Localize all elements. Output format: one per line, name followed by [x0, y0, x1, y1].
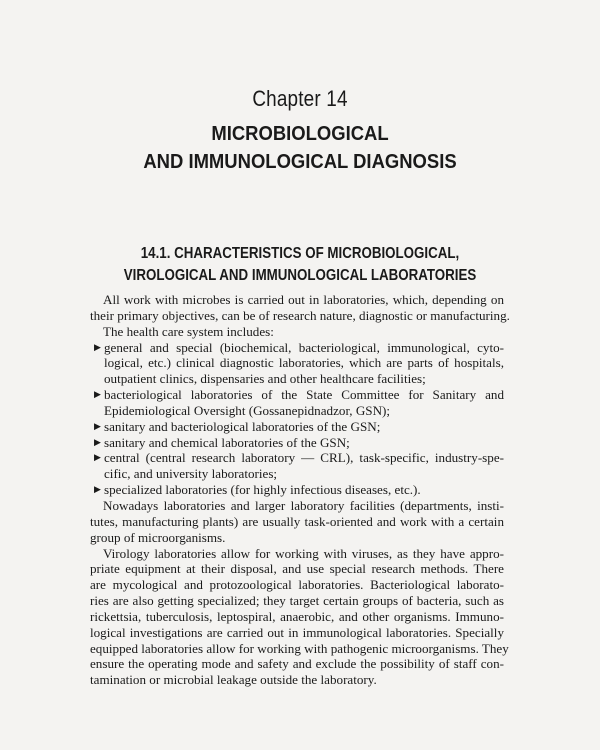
triangle-bullet-icon: ▶: [94, 389, 101, 400]
paragraph: [90, 292, 510, 324]
text-line: The health care system includes:: [103, 323, 274, 339]
triangle-bullet-icon: ▶: [94, 452, 101, 463]
text-line: sanitary and chemical laboratories of the GSN;: [104, 434, 350, 450]
text-line: group of microorganisms.: [90, 529, 226, 545]
text-line: Virology laboratories allow for working with viruses, as they have appro-: [103, 545, 504, 561]
triangle-bullet-icon: ▶: [94, 484, 101, 495]
text-line: equipped laboratories allow for working with pathogenic microorganisms. They: [90, 640, 509, 656]
text-line: specialized laboratories (for highly infectious diseases, etc.).: [104, 482, 421, 498]
paragraph: [90, 324, 504, 340]
triangle-bullet-icon: ▶: [94, 436, 101, 447]
text-line: tutes, manufacturing plants) are usually task-oriented and work with a certain: [90, 513, 504, 529]
chapter-title-line: MICROBIOLOGICAL: [211, 122, 389, 145]
paragraph: [90, 498, 504, 546]
text-line: outpatient clinics, dispensaries and other healthcare facilities;: [104, 371, 426, 387]
text-line: rickettsia, tuberculosis, leptospiral, anaerobic, and other organisms. Immuno-: [90, 608, 504, 624]
list-item: [90, 482, 504, 498]
paragraph: [90, 545, 509, 689]
body-text: [90, 292, 510, 688]
list-item: [90, 435, 504, 451]
chapter-label: Chapter 14: [252, 86, 348, 111]
text-line: logical, etc.) clinical diagnostic laboratories, which are parts of hospitals,: [104, 355, 504, 371]
text-line: All work with microbes is carried out in laboratories, which, depending on: [103, 292, 504, 307]
chapter-title: [30, 120, 570, 176]
text-line: priate equipment at their disposal, and use special research methods. There: [90, 561, 504, 577]
text-line: tamination or microbial leakage outside the laboratory.: [90, 672, 377, 688]
text-line: are mycological and protozoological laboratories. Bacteriological laborato-: [90, 577, 504, 593]
text-line: Epidemiological Oversight (Gossanepidnadzor, GSN);: [104, 402, 391, 418]
section-heading: [42, 243, 558, 287]
text-line: ensure the operating mode and safety and exclude the possibility of staff con-: [90, 656, 504, 672]
list-item: [90, 387, 504, 419]
list-item: [90, 450, 504, 482]
section-heading-line: 14.1. CHARACTERISTICS OF MICROBIOLOGICAL,: [140, 245, 460, 262]
text-line: sanitary and bacteriological laboratories of the GSN;: [104, 418, 381, 434]
text-line: Nowadays laboratories and larger laboratory facilities (departments, insti-: [103, 497, 504, 513]
triangle-bullet-icon: ▶: [94, 341, 101, 352]
text-line: logical investigations are carried out in immunological laboratories. Specially: [90, 624, 504, 640]
text-line: general and special (biochemical, bacteriological, immunological, cyto-: [104, 339, 504, 355]
list-item: [90, 419, 504, 435]
section-heading-line: VIROLOGICAL AND IMMUNOLOGICAL LABORATORIES: [123, 267, 477, 284]
text-line: ries are also getting specialized; they target certain groups of bacteria, such as: [90, 593, 504, 609]
list-item: [90, 340, 504, 388]
bullet-list: [90, 340, 504, 498]
text-line: central (central research laboratory — CRL), task-specific, industry-spe-: [104, 450, 504, 466]
triangle-bullet-icon: ▶: [94, 420, 101, 431]
text-line: bacteriological laboratories of the State Committee for Sanitary and: [104, 387, 504, 403]
text-line: cific, and university laboratories;: [104, 466, 278, 482]
chapter-title-line: AND IMMUNOLOGICAL DIAGNOSIS: [143, 150, 457, 173]
text-line: their primary objectives, can be of research nature, diagnostic or manufacturing.: [90, 307, 510, 323]
